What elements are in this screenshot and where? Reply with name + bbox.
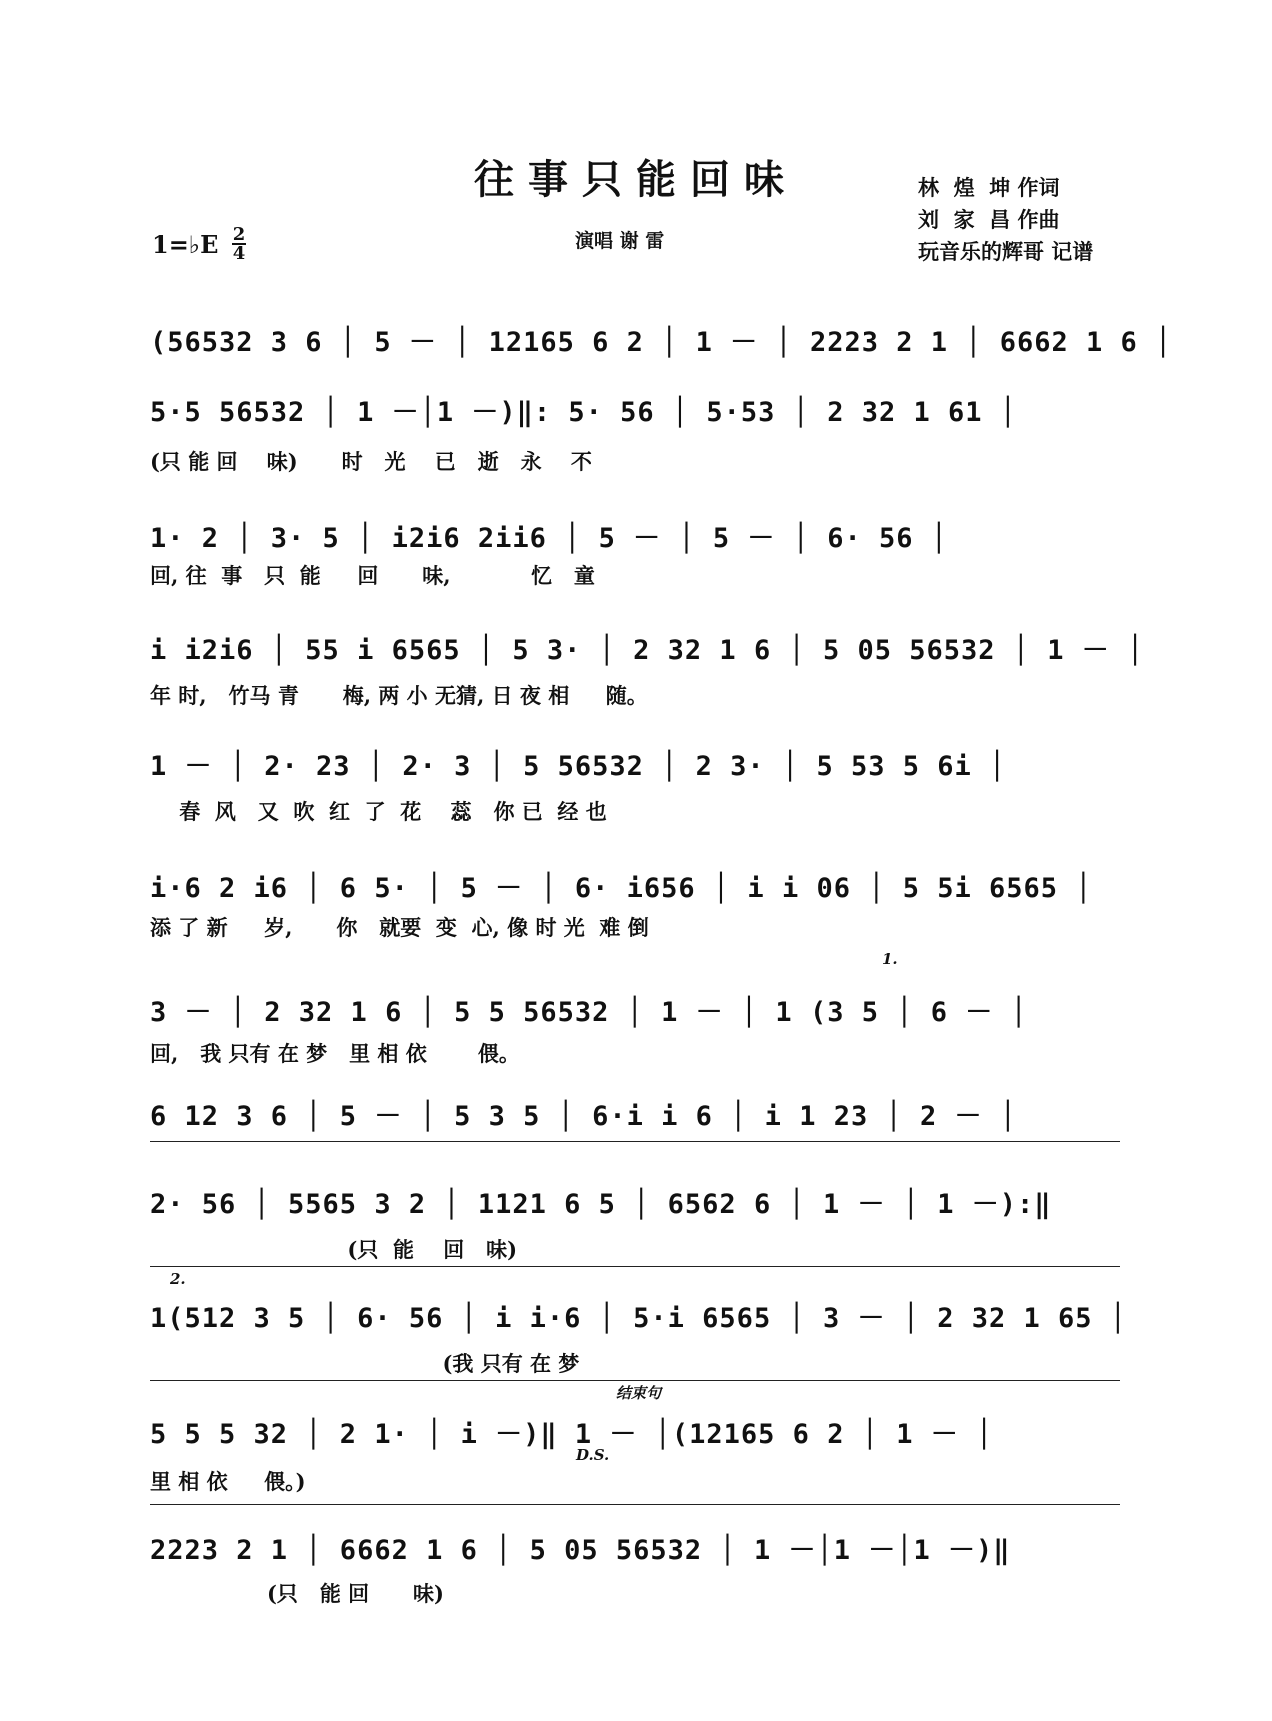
score-system-5-lyrics: 春 风 又 吹 红 了 花 蕊 你 已 经 也: [150, 799, 607, 824]
score-system-2-lyrics: (只 能 回 味) 时 光 已 逝 永 不: [150, 449, 592, 474]
lyricist-credit: 林 煌 坤 作词: [918, 175, 1060, 200]
score-system-3-lyrics: 回, 往 事 只 能 回 味, 忆 童: [150, 563, 595, 588]
performer-credit: 演唱 谢 雷: [575, 230, 665, 252]
ending-2-label: 2.: [170, 1270, 186, 1288]
score-system-6-music: i·6 2 i6 │ 6 5· │ 5 － │ 6· i656 │ i i 06 │ 5 5i 6565 │: [150, 873, 1093, 904]
score-system-4-music: i i2i6 │ 55 i 6565 │ 5 3· │ 2 32 1 6 │ 5 05 56532 │ 1 － │: [150, 635, 1145, 666]
system-separator: [150, 1504, 1120, 1505]
score-system-2-music: 5·5 56532 │ 1 －│1 －)‖: 5· 56 │ 5·53 │ 2 32 1 61 │: [150, 397, 1018, 428]
system-separator: [150, 1266, 1120, 1267]
score-system-10-music: 1(512 3 5 │ 6· 56 │ i i·6 │ 5·i 6565 │ 3 － │ 2 32 1 65 │: [150, 1303, 1128, 1334]
key-signature: 1=♭E: [152, 230, 219, 259]
score-system-7-lyrics: 回, 我 只有 在 梦 里 相 依 偎。: [150, 1041, 520, 1066]
end-phrase-label: 结束句: [616, 1384, 662, 1402]
score-system-9-music: 2· 56 │ 5565 3 2 │ 1121 6 5 │ 6562 6 │ 1 － │ 1 －):‖: [150, 1189, 1052, 1220]
score-system-12-music: 2223 2 1 │ 6662 1 6 │ 5 05 56532 │ 1 －│1 －│1 －)‖: [150, 1535, 1011, 1566]
time-signature-bottom: 4: [232, 243, 246, 264]
ds-marking: D.S.: [576, 1446, 610, 1464]
transcriber-credit: 玩音乐的辉哥 记谱: [918, 239, 1094, 264]
score-system-11-music: 5 5 5 32 │ 2 1· │ i －)‖ 1 － │(12165 6 2 │ 1 － │: [150, 1419, 994, 1450]
score-system-4-lyrics: 年 时, 竹马 青 梅, 两 小 无猜, 日 夜 相 随。: [150, 683, 648, 708]
score-system-6-lyrics: 添 了 新 岁, 你 就要 变 心, 像 时 光 难 倒: [150, 915, 649, 940]
score-system-1-music: (56532 3 6 │ 5 － │ 12165 6 2 │ 1 － │ 2223 2 1 │ 6662 1 6 │: [150, 327, 1173, 358]
ending-1-label: 1.: [882, 950, 898, 968]
score-system-7-music: 3 － │ 2 32 1 6 │ 5 5 56532 │ 1 － │ 1 (3 5 │ 6 － │: [150, 997, 1028, 1028]
score-system-3-music: 1· 2 │ 3· 5 │ i2i6 2ii6 │ 5 － │ 5 － │ 6· 56 │: [150, 523, 948, 554]
score-system-11-lyrics: 里 相 依 偎。): [150, 1469, 306, 1494]
composer-credit: 刘 家 昌 作曲: [918, 207, 1060, 232]
time-signature-top: 2: [232, 224, 246, 245]
score-system-8-music: 6 12 3 6 │ 5 － │ 5 3 5 │ 6·i i 6 │ i 1 23 │ 2 － │: [150, 1101, 1018, 1132]
score-system-9-lyrics: (只 能 回 味): [150, 1237, 518, 1262]
system-separator: [150, 1141, 1120, 1142]
page-title: 往事只能回味: [474, 156, 798, 203]
score-system-5-music: 1 － │ 2· 23 │ 2· 3 │ 5 56532 │ 2 3· │ 5 53 5 6i │: [150, 751, 1007, 782]
system-separator: [150, 1380, 1120, 1381]
score-system-12-lyrics: (只 能 回 味): [150, 1581, 444, 1606]
time-signature: [232, 226, 246, 262]
score-system-10-lyrics: (我 只有 在 梦: [150, 1351, 580, 1376]
